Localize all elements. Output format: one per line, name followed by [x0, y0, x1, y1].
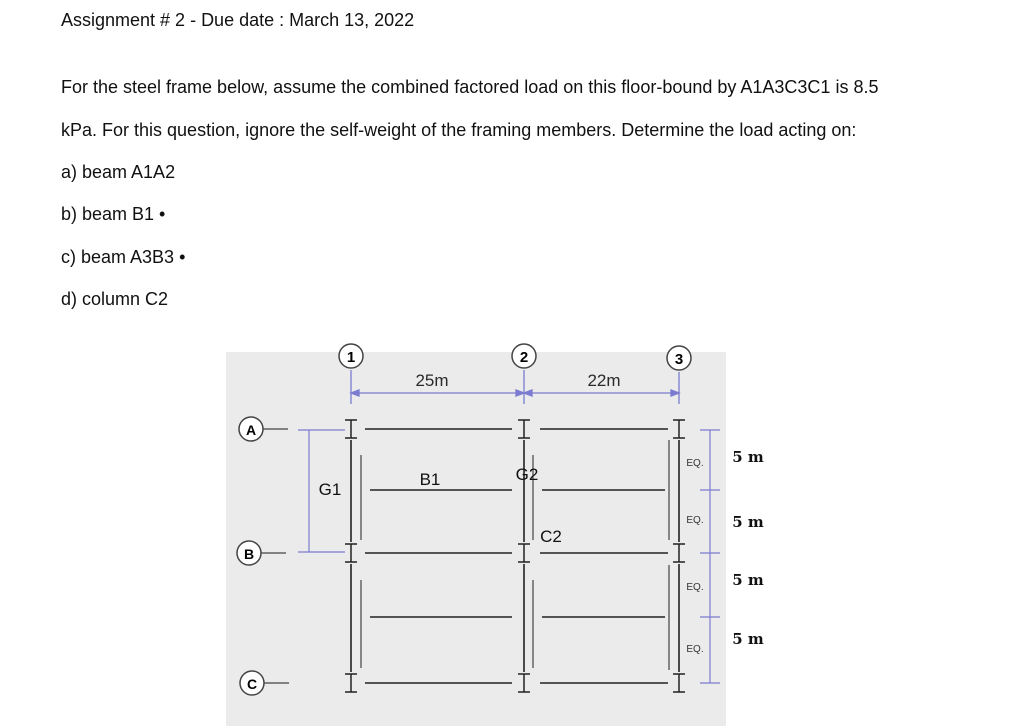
figure-background — [226, 352, 726, 726]
bay-spacing-1: 5 m — [732, 448, 764, 466]
eq-label-2: EQ. — [686, 515, 704, 526]
grid-bubble-B-label: B — [243, 546, 255, 562]
grid-bubble-2 — [512, 344, 536, 368]
part-a: a) beam A1A2 — [61, 162, 176, 182]
grid-bubble-1-label: 1 — [346, 349, 356, 366]
grid-bubble-2-label: 2 — [519, 349, 529, 366]
grid-bubble-3-label: 3 — [674, 351, 684, 368]
part-d: d) column C2 — [61, 289, 169, 309]
column-C2-label: C2 — [540, 527, 562, 546]
grid-bubble-3 — [667, 346, 691, 370]
eq-label-1: EQ. — [686, 458, 704, 469]
question-line-1: For the steel frame below, assume the combined factored load on this floor-bound by A1A3C3C1 is 8.5 — [61, 77, 879, 97]
grid-bubble-A-label: A — [245, 422, 257, 438]
span-2-3-label: 22m — [587, 371, 621, 390]
part-c: c) beam A3B3 • — [61, 247, 186, 267]
beam-B1-label: B1 — [419, 470, 441, 489]
grid-bubble-C-label: C — [246, 676, 258, 692]
bay-spacing-2: 5 m — [732, 513, 764, 531]
bay-spacing-3: 5 m — [732, 571, 764, 589]
girder-G2-label: G2 — [515, 465, 539, 484]
eq-label-4: EQ. — [686, 644, 704, 655]
eq-label-3: EQ. — [686, 582, 704, 593]
part-b: b) beam B1 • — [61, 204, 166, 224]
bay-spacing-4: 5 m — [732, 630, 764, 648]
span-1-2-label: 25m — [415, 371, 449, 390]
grid-bubble-1 — [339, 344, 363, 368]
girder-G1-label: G1 — [318, 480, 342, 499]
assignment-title: Assignment # 2 - Due date : March 13, 2022 — [61, 10, 415, 30]
question-line-2: kPa. For this question, ignore the self-weight of the framing members. Determine the load acting on: — [61, 120, 857, 140]
